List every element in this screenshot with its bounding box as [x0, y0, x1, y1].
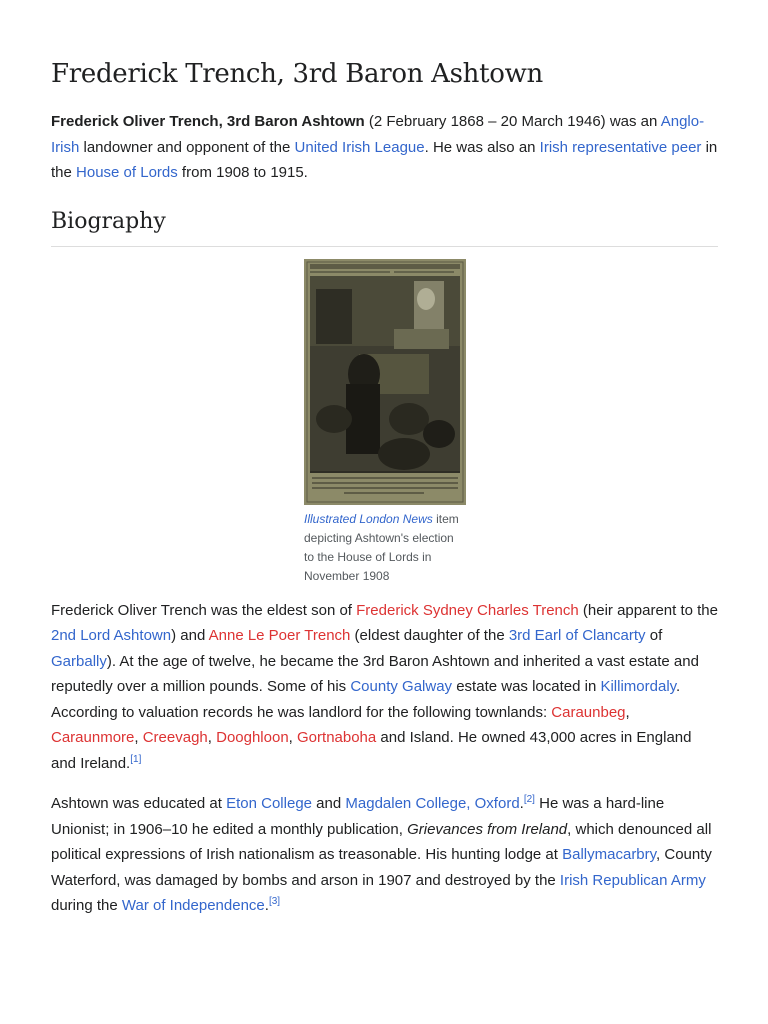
link-magdalen-college-oxford[interactable]: Magdalen College, Oxford: [345, 795, 520, 812]
reference-2[interactable]: [2]: [523, 794, 535, 805]
bio-text: .: [519, 795, 524, 812]
bio-text: He was a hard-line Unionist; in 1906–10 he edited a monthly publication,: [51, 795, 665, 838]
link-eton-college[interactable]: Eton College: [226, 795, 313, 812]
bio-text: of: [645, 627, 663, 644]
link-killimordaly[interactable]: Killimordaly: [600, 678, 677, 695]
reference-1[interactable]: [1]: [130, 753, 142, 765]
bio-text: ,: [207, 729, 217, 746]
bio-text: ,: [625, 703, 630, 721]
figure: [304, 259, 466, 586]
caption-text: item depicting Ashtown's election to the House of Lords in November 1908: [304, 511, 459, 583]
link-caraunbeg[interactable]: Caraunbeg: [551, 703, 626, 721]
bio-text: and Island. He owned 43,000 acres in England and Ireland.: [51, 729, 692, 772]
bio-text: ). At the age of twelve, he became the 3rd Baron Ashtown and inherited a vast estate and reputedly over a million pounds. Some of his: [51, 652, 699, 695]
link-anne-le-poer-trench[interactable]: Anne Le Poer Trench: [208, 627, 351, 644]
link-2nd-lord-ashtown[interactable]: 2nd Lord Ashtown: [51, 627, 172, 644]
section-heading-biography: Biography: [51, 186, 718, 247]
intro-text: landowner and opponent of the: [79, 138, 295, 156]
publication-title: Grievances from Ireland: [407, 820, 568, 838]
bio-text: , which denounced all political expressions of Irish nationalism as treasonable. His hunting lodge at: [51, 820, 712, 863]
bio-text: Ashtown was educated at: [51, 795, 227, 812]
bio-text: , County Waterford, was damaged by bombs and arson in 1907 and destroyed by the: [51, 846, 712, 889]
bio-text: estate was located in: [452, 678, 601, 695]
link-ballymacarbry[interactable]: Ballymacarbry: [562, 846, 657, 863]
link-gortnaboha[interactable]: Gortnaboha: [297, 729, 377, 746]
reference-3[interactable]: [3]: [268, 896, 281, 907]
bio-text: and: [312, 795, 346, 812]
link-irish-representative-peer[interactable]: Irish representative peer: [539, 138, 702, 156]
biography-paragraph-2: [51, 791, 718, 919]
bio-text: Frederick Oliver Trench was the eldest son of: [51, 601, 357, 619]
intro-text: . He was also an: [424, 138, 540, 156]
bio-text: (eldest daughter of the: [350, 627, 509, 644]
link-county-galway[interactable]: County Galway: [350, 678, 453, 695]
figure-caption: [304, 510, 466, 586]
link-irish-republican-army[interactable]: Irish Republican Army: [559, 871, 706, 889]
link-war-of-independence[interactable]: War of Independence: [121, 897, 265, 914]
link-frederick-sydney-charles-trench[interactable]: Frederick Sydney Charles Trench: [356, 601, 579, 619]
subject-name: Frederick Oliver Trench, 3rd Baron Ashtown: [51, 113, 365, 130]
bio-text: ,: [288, 729, 298, 746]
bio-text: .: [264, 897, 269, 914]
page-title: Frederick Trench, 3rd Baron Ashtown: [51, 59, 543, 89]
link-illustrated-london-news[interactable]: Illustrated London News: [304, 511, 433, 526]
link-creevagh[interactable]: Creevagh: [142, 729, 208, 746]
bio-text: during the: [51, 897, 122, 914]
bio-text: ) and: [171, 627, 209, 644]
link-united-irish-league[interactable]: United Irish League: [294, 138, 425, 156]
bio-text: . According to valuation records he was landlord for the following townlands:: [51, 678, 681, 721]
link-caraunmore[interactable]: Caraunmore: [51, 729, 135, 746]
link-dooghloon[interactable]: Dooghloon: [216, 729, 289, 746]
intro-paragraph: [51, 109, 718, 186]
intro-text: from 1908 to 1915.: [177, 164, 308, 181]
bio-text: ,: [134, 729, 143, 746]
link-garbally[interactable]: Garbally: [51, 652, 107, 670]
link-3rd-earl-of-clancarty[interactable]: 3rd Earl of Clancarty: [508, 627, 646, 644]
link-anglo-irish[interactable]: Anglo-Irish: [51, 113, 705, 156]
link-house-of-lords[interactable]: House of Lords: [76, 164, 178, 181]
intro-text: in the: [51, 138, 718, 181]
biography-paragraph-1: [51, 598, 718, 777]
bio-text: (heir apparent to the: [578, 601, 718, 619]
engraving-image[interactable]: [304, 259, 466, 505]
intro-text: (2 February 1868 – 20 March 1946) was an: [364, 113, 661, 130]
